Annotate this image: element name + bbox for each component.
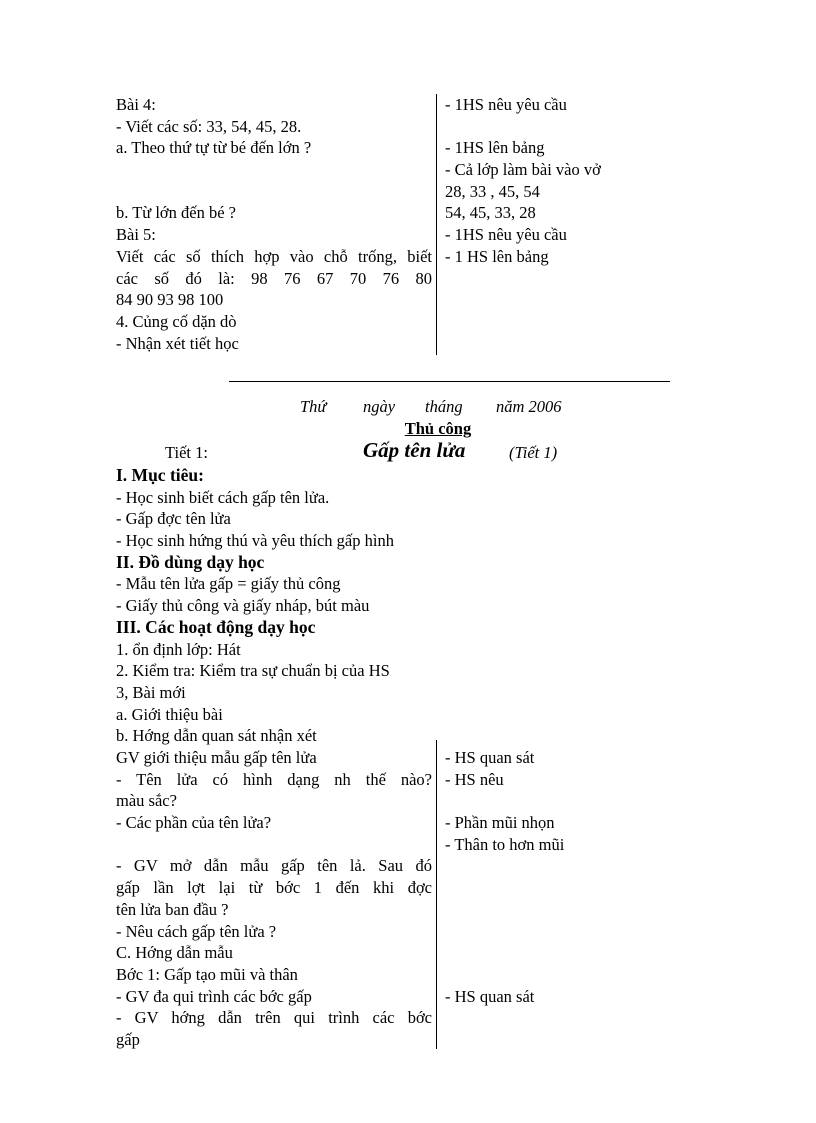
activity-table-right-column bbox=[445, 747, 645, 1007]
text-line bbox=[445, 877, 645, 899]
text-line bbox=[445, 964, 645, 986]
top-table-left-column bbox=[116, 94, 432, 354]
text-line bbox=[445, 921, 645, 943]
text-line: - Tên lửa có hình dạng nh thế nào? bbox=[116, 769, 432, 789]
text-line: các số đó là: 98 76 67 70 76 80 bbox=[116, 268, 432, 288]
date-part: ngày bbox=[363, 397, 396, 416]
section-heading: I. Mục tiêu: bbox=[116, 465, 204, 485]
text-line: - Cả lớp làm bài vào vở bbox=[445, 160, 601, 180]
text-line: màu sắc? bbox=[116, 791, 177, 811]
text-line: - HS quan sát bbox=[445, 986, 535, 1006]
text-line: 84 90 93 98 100 bbox=[116, 290, 224, 310]
body-line: 1. ổn định lớp: Hát bbox=[116, 639, 241, 659]
text-line: - Thân to hơn mũi bbox=[445, 834, 565, 854]
activity-table-column-divider bbox=[436, 740, 437, 1049]
body-line: a. Giới thiệu bài bbox=[116, 704, 223, 724]
section-divider bbox=[229, 381, 670, 382]
date-part: năm 2006 bbox=[496, 397, 562, 416]
text-line: gấp lần lợt lại từ bớc 1 đến khi đợc bbox=[116, 878, 432, 898]
text-line: tên lửa ban đầu ? bbox=[116, 899, 229, 919]
text-line: b. Từ lớn đến bé ? bbox=[116, 203, 237, 223]
body-line: - Học sinh hứng thú và yêu thích gấp hình bbox=[116, 531, 394, 551]
text-line: - 1HS nêu yêu cầu bbox=[445, 95, 567, 114]
date-part: Thứ bbox=[300, 397, 327, 416]
text-line: - Nhận xét tiết học bbox=[116, 333, 239, 353]
lesson-part: (Tiết 1) bbox=[509, 443, 558, 462]
section-heading: II. Đồ dùng dạy học bbox=[116, 551, 265, 572]
text-line: - HS nêu bbox=[445, 769, 504, 789]
section-heading: III. Các hoạt động dạy học bbox=[116, 616, 316, 637]
lesson-number: Tiết 1: bbox=[165, 443, 208, 462]
text-line bbox=[116, 159, 432, 181]
date-part: tháng bbox=[425, 397, 463, 416]
text-line bbox=[445, 790, 645, 812]
text-line: 28, 33 , 45, 54 bbox=[445, 181, 540, 201]
body-line: 3, Bài mới bbox=[116, 682, 186, 702]
text-line: GV giới thiệu mẫu gấp tên lửa bbox=[116, 748, 317, 767]
text-line: Bài 5: bbox=[116, 225, 156, 245]
top-table-column-divider bbox=[436, 94, 437, 355]
body-line: - Gấp đợc tên lửa bbox=[116, 509, 231, 529]
activity-table-left-column bbox=[116, 747, 432, 1051]
text-line: - GV đa qui trình các bớc gấp bbox=[116, 986, 312, 1006]
body-line: b. Hớng dẫn quan sát nhận xét bbox=[116, 726, 317, 746]
lesson-title: Gấp tên lửa bbox=[363, 438, 466, 462]
text-line: - Phần mũi nhọn bbox=[445, 813, 555, 833]
text-line: Bớc 1: Gấp tạo mũi và thân bbox=[116, 964, 298, 984]
text-line: gấp bbox=[116, 1029, 140, 1049]
text-line bbox=[445, 855, 645, 877]
lesson-body bbox=[116, 465, 476, 747]
top-table-right-column bbox=[445, 94, 645, 268]
text-line bbox=[445, 116, 645, 138]
text-line: - Các phần của tên lửa? bbox=[116, 813, 272, 833]
text-line: - 1HS nêu yêu cầu bbox=[445, 225, 567, 245]
text-line bbox=[116, 181, 432, 203]
text-line: - GV mở dẫn mẫu gấp tên lả. Sau đó bbox=[116, 856, 432, 876]
body-line: - Học sinh biết cách gấp tên lửa. bbox=[116, 487, 330, 507]
text-line: C. Hớng dẫn mẫu bbox=[116, 943, 233, 963]
text-line: 54, 45, 33, 28 bbox=[445, 203, 536, 223]
text-line: - HS quan sát bbox=[445, 748, 535, 767]
body-line: - Mẫu tên lửa gấp = giấy thủ công bbox=[116, 574, 341, 594]
body-line: 2. Kiểm tra: Kiểm tra sự chuẩn bị của HS bbox=[116, 661, 390, 681]
subject-title: Thủ công bbox=[404, 419, 472, 438]
text-line: - Viết các số: 33, 54, 45, 28. bbox=[116, 116, 302, 136]
text-line: 4. Củng cố dặn dò bbox=[116, 311, 237, 331]
text-line: a. Theo thứ tự từ bé đến lớn ? bbox=[116, 138, 312, 158]
text-line: - GV hớng dẫn trên qui trình các bớc bbox=[116, 1008, 432, 1028]
body-line: - Giấy thủ công và giấy nháp, bút màu bbox=[116, 596, 370, 616]
text-line bbox=[445, 942, 645, 964]
text-line bbox=[445, 899, 645, 921]
text-line: Viết các số thích hợp vào chỗ trống, biết bbox=[116, 246, 432, 266]
text-line: - Nêu cách gấp tên lửa ? bbox=[116, 921, 277, 941]
text-line bbox=[116, 834, 432, 856]
text-line: - 1 HS lên bảng bbox=[445, 246, 549, 266]
text-line: - 1HS lên bảng bbox=[445, 138, 545, 158]
text-line: Bài 4: bbox=[116, 95, 156, 114]
